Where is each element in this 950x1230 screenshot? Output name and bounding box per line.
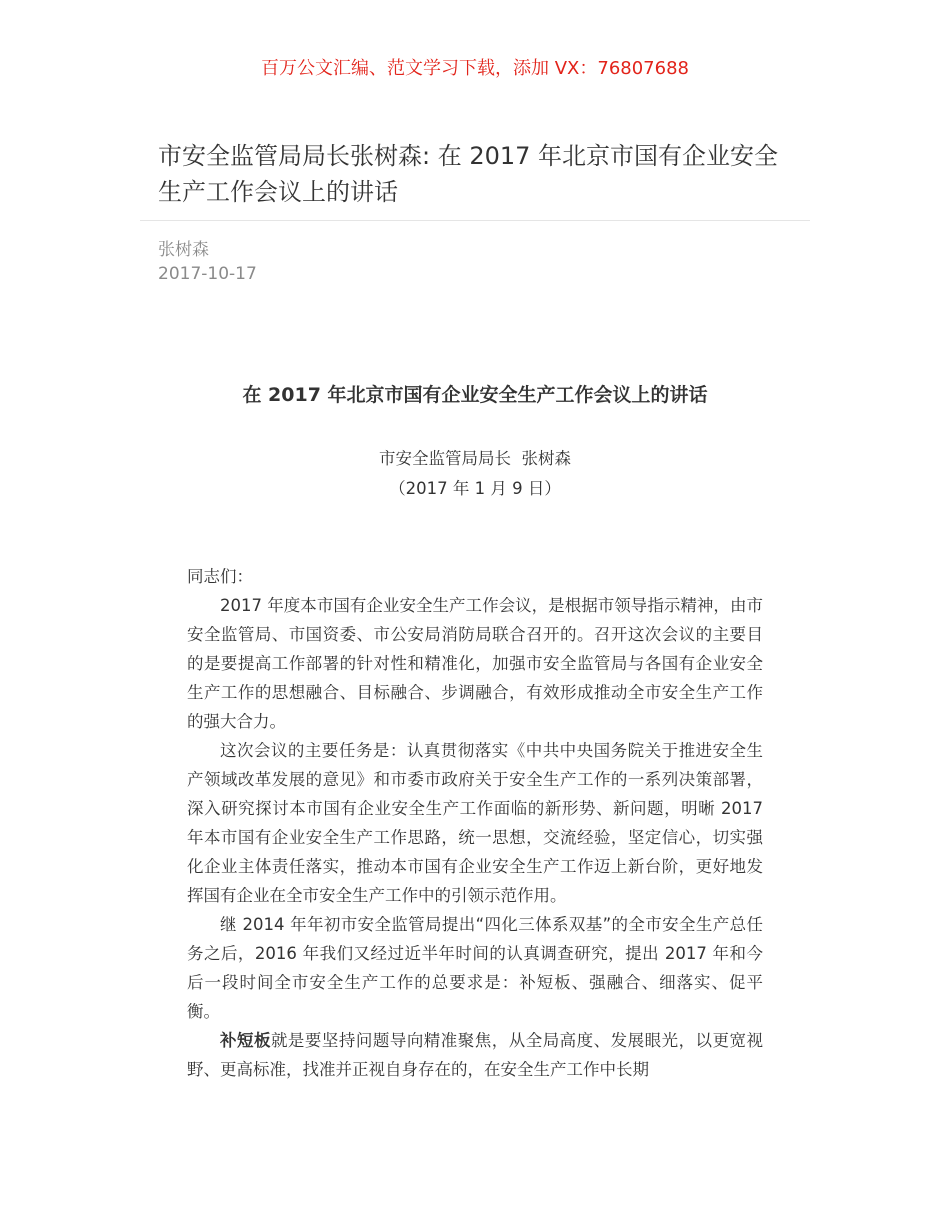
article-body — [187, 562, 763, 1084]
article-byline — [0, 444, 950, 504]
salutation: 同志们： — [187, 567, 253, 586]
promo-banner: 百万公文汇编、范文学习下载，添加 VX：76807688 — [261, 58, 689, 79]
paragraph — [187, 1026, 763, 1084]
page-title: 市安全监管局局长张树森: 在 2017 年北京市国有企业安全生产工作会议上的讲话 — [158, 142, 779, 206]
article-title: 在 2017 年北京市国有企业安全生产工作会议上的讲话 — [242, 384, 708, 406]
paragraph: 继 2014 年年初市安全监管局提出“四化三体系双基”的全市安全生产总任务之后，2016 年我们又经过近半年时间的认真调查研究，提出 2017 年和今后一段时间全市安全生产工作的总要求是：补短板、强融合、细落实、促平衡。 — [187, 915, 763, 1021]
paragraph: 这次会议的主要任务是：认真贯彻落实《中共中央国务院关于推进安全生产领域改革发展的意见》和市委市政府关于安全生产工作的一系列决策部署，深入研究探讨本市国有企业安全生产工作面临的新形势、新问题，明晰 2017 年本市国有企业安全生产工作思路，统一思想，交流经验，坚定信心，切实强化企业主体责任落实，推动本市国有企业安全生产工作迈上新台阶，更好地发挥国有企业在全市安全生产工作中的引领示范作用。 — [187, 741, 763, 905]
author-name: 张树森 — [158, 240, 209, 260]
title-divider — [140, 220, 810, 221]
publish-date: 2017-10-17 — [158, 264, 257, 284]
speech-date: （2017 年 1 月 9 日） — [389, 479, 561, 498]
paragraph: 2017 年度本市国有企业安全生产工作会议，是根据市领导指示精神，由市安全监管局、市国资委、市公安局消防局联合召开的。召开这次会议的主要目的是要提高工作部署的针对性和精准化，加强市安全监管局与各国有企业安全生产工作的思想融合、目标融合、步调融合，有效形成推动全市安全生产工作的强大合力。 — [187, 596, 763, 731]
paragraph-text: 就是要坚持问题导向精准聚焦，从全局高度、发展眼光，以更宽视野、更高标准，找准并正视自身存在的，在安全生产工作中长期 — [187, 1031, 764, 1079]
document-meta — [158, 238, 257, 286]
bold-keyword: 补短板 — [220, 1031, 271, 1050]
speaker-line: 市安全监管局局长 张树森 — [379, 449, 571, 468]
